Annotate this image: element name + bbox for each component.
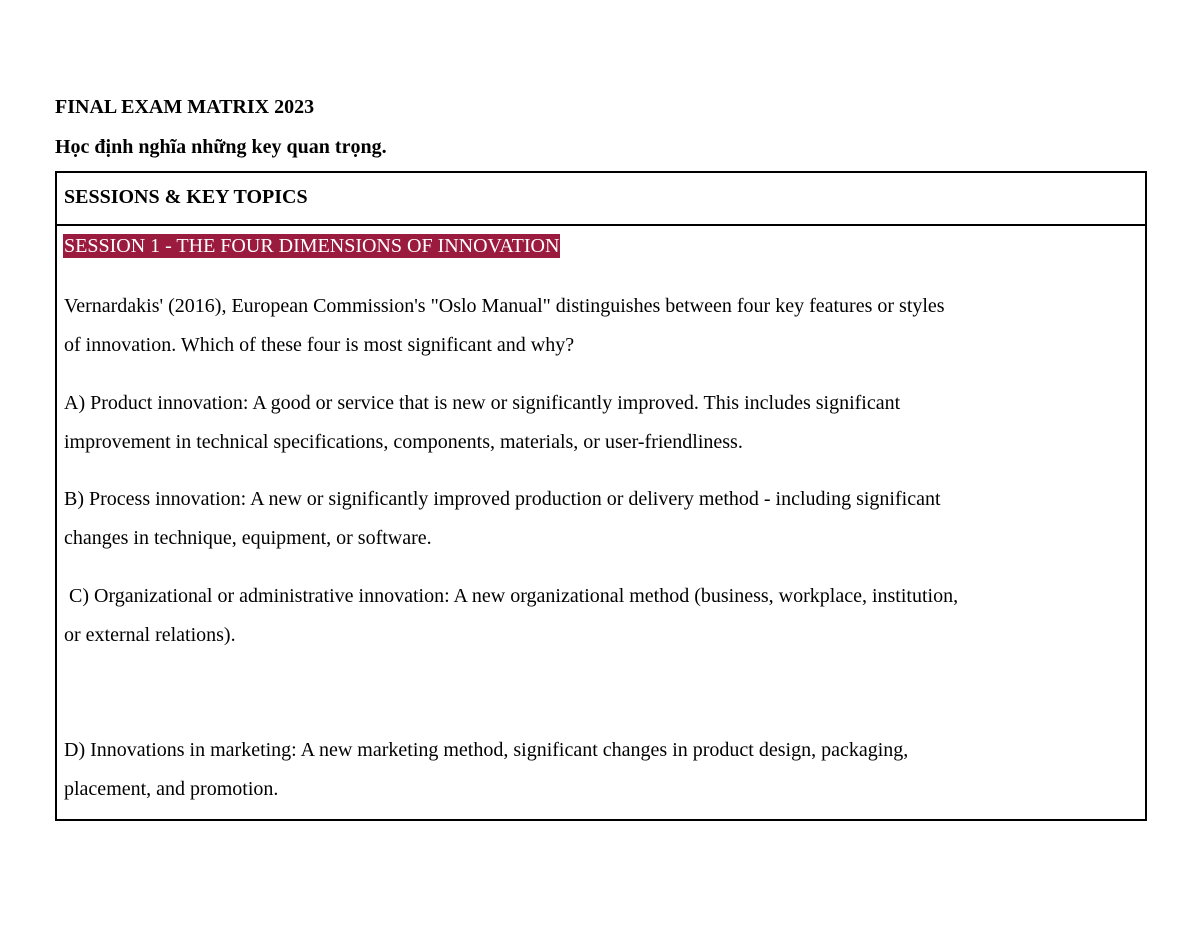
option-line: changes in technique, equipment, or software. [64,527,432,549]
option-marketing-innovation [64,731,1124,809]
option-line: B) Process innovation: A new or significantly improved production or delivery method - including significant [64,488,941,510]
intro-line: Vernardakis' (2016), European Commission's "Oslo Manual" distinguishes between four key features or styles [64,295,945,317]
option-line: C) Organizational or administrative innovation: A new organizational method (business, workplace, institution, [64,585,959,607]
option-product-innovation [64,384,1124,462]
option-line: or external relations). [64,624,236,646]
option-process-innovation [64,480,1124,558]
table-header-row [57,173,1145,226]
session-cell [57,226,1145,819]
session-heading: SESSION 1 - THE FOUR DIMENSIONS OF INNOVATION [64,235,560,257]
option-line: placement, and promotion. [64,778,279,800]
session-intro [64,287,1124,365]
option-line: A) Product innovation: A good or service that is new or significantly improved. This includes significant [64,392,901,414]
option-line: improvement in technical specifications, components, materials, or user-friendliness. [64,431,743,453]
table-header-text: SESSIONS & KEY TOPICS [64,186,308,208]
document-subtitle: Học định nghĩa những key quan trọng. [55,136,387,158]
option-line: D) Innovations in marketing: A new marketing method, significant changes in product design, packaging, [64,739,909,761]
document-title: FINAL EXAM MATRIX 2023 [55,96,315,118]
intro-line: of innovation. Which of these four is most significant and why? [64,334,575,356]
exam-matrix-table [55,171,1147,821]
option-organizational-innovation [64,577,1124,655]
